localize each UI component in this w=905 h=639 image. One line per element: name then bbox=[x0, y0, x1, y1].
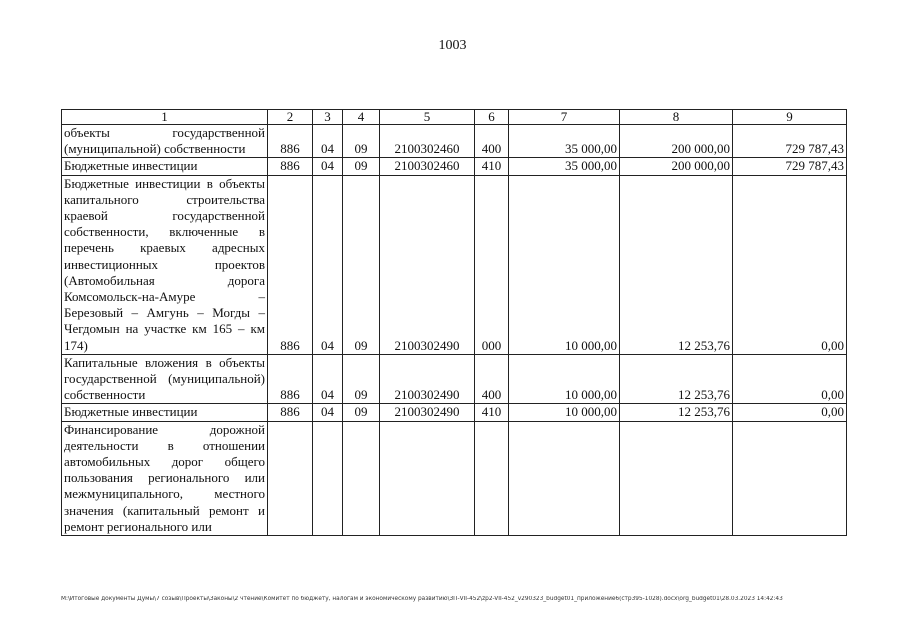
cell-type: 400 bbox=[475, 354, 509, 404]
column-header: 6 bbox=[475, 110, 509, 125]
column-header: 4 bbox=[343, 110, 380, 125]
cell-amount-7 bbox=[509, 421, 620, 535]
row-name: Бюджетные инвестиции bbox=[62, 404, 268, 421]
column-header: 1 bbox=[62, 110, 268, 125]
cell-section: 04 bbox=[313, 158, 343, 175]
cell-amount-9 bbox=[733, 421, 847, 535]
cell-amount-7: 10 000,00 bbox=[509, 175, 620, 354]
cell-amount-7: 35 000,00 bbox=[509, 125, 620, 158]
table-row bbox=[62, 158, 847, 175]
cell-target: 2100302490 bbox=[380, 175, 475, 354]
cell-code: 886 bbox=[268, 175, 313, 354]
cell-amount-8: 12 253,76 bbox=[620, 404, 733, 421]
cell-target: 2100302490 bbox=[380, 354, 475, 404]
row-name: Финансирование дорожной деятельности в отношении автомобильных дорог общего пользования регионального или межмуниципального, местного значения (капитальный ремонт и ремонт регионального или bbox=[62, 421, 268, 535]
column-header: 9 bbox=[733, 110, 847, 125]
file-path-footer: M:\Итоговые документы Думы\7 созыв\Проекты\Законы\2 чтение\Комитет по бюджету, налогам и экономическому развитию\ЗП-VII-452\zp2-VII-452_v290323_budget01_приложение6(стр395-1028).docx\org_budget01\28.03.2023 14:42:43 bbox=[61, 596, 783, 602]
row-name: Бюджетные инвестиции в объекты капитального строительства краевой государственной собственности, включенные в перечень краевых адресных инвестиционных проектов (Автомобильная дорога Комсомольск-на-Амуре – Березовый – Амгунь – Могды – Чегдомын на участке км 165 – км 174) bbox=[62, 175, 268, 354]
cell-section: 04 bbox=[313, 404, 343, 421]
column-header: 3 bbox=[313, 110, 343, 125]
table-header-row bbox=[62, 110, 847, 125]
cell-code bbox=[268, 421, 313, 535]
cell-subsection: 09 bbox=[343, 404, 380, 421]
table-row bbox=[62, 421, 847, 535]
cell-type: 000 bbox=[475, 175, 509, 354]
cell-target: 2100302460 bbox=[380, 158, 475, 175]
cell-amount-9: 729 787,43 bbox=[733, 158, 847, 175]
cell-code: 886 bbox=[268, 354, 313, 404]
cell-amount-9: 0,00 bbox=[733, 404, 847, 421]
cell-subsection: 09 bbox=[343, 125, 380, 158]
row-name: Бюджетные инвестиции bbox=[62, 158, 268, 175]
cell-code: 886 bbox=[268, 404, 313, 421]
cell-amount-8: 12 253,76 bbox=[620, 354, 733, 404]
cell-amount-8: 12 253,76 bbox=[620, 175, 733, 354]
budget-table bbox=[61, 109, 847, 536]
cell-section: 04 bbox=[313, 125, 343, 158]
table-row bbox=[62, 175, 847, 354]
cell-type bbox=[475, 421, 509, 535]
cell-subsection: 09 bbox=[343, 158, 380, 175]
cell-target: 2100302460 bbox=[380, 125, 475, 158]
cell-code: 886 bbox=[268, 158, 313, 175]
column-header: 2 bbox=[268, 110, 313, 125]
cell-amount-8: 200 000,00 bbox=[620, 158, 733, 175]
cell-type: 410 bbox=[475, 158, 509, 175]
cell-amount-7: 10 000,00 bbox=[509, 404, 620, 421]
cell-amount-9: 0,00 bbox=[733, 175, 847, 354]
cell-subsection: 09 bbox=[343, 175, 380, 354]
row-name: Капитальные вложения в объекты государственной (муниципальной) собственности bbox=[62, 354, 268, 404]
cell-target: 2100302490 bbox=[380, 404, 475, 421]
table-row bbox=[62, 354, 847, 404]
cell-target bbox=[380, 421, 475, 535]
cell-type: 400 bbox=[475, 125, 509, 158]
column-header: 7 bbox=[509, 110, 620, 125]
cell-amount-8: 200 000,00 bbox=[620, 125, 733, 158]
table-row bbox=[62, 125, 847, 158]
cell-type: 410 bbox=[475, 404, 509, 421]
column-header: 8 bbox=[620, 110, 733, 125]
cell-code: 886 bbox=[268, 125, 313, 158]
cell-amount-9: 729 787,43 bbox=[733, 125, 847, 158]
cell-amount-9: 0,00 bbox=[733, 354, 847, 404]
cell-amount-8 bbox=[620, 421, 733, 535]
cell-subsection: 09 bbox=[343, 354, 380, 404]
page-number: 1003 bbox=[438, 38, 467, 53]
cell-subsection bbox=[343, 421, 380, 535]
table-row bbox=[62, 404, 847, 421]
column-header: 5 bbox=[380, 110, 475, 125]
cell-section: 04 bbox=[313, 175, 343, 354]
cell-amount-7: 10 000,00 bbox=[509, 354, 620, 404]
row-name: объекты государственной (муниципальной) собственности bbox=[62, 125, 268, 158]
cell-section: 04 bbox=[313, 354, 343, 404]
cell-section bbox=[313, 421, 343, 535]
cell-amount-7: 35 000,00 bbox=[509, 158, 620, 175]
